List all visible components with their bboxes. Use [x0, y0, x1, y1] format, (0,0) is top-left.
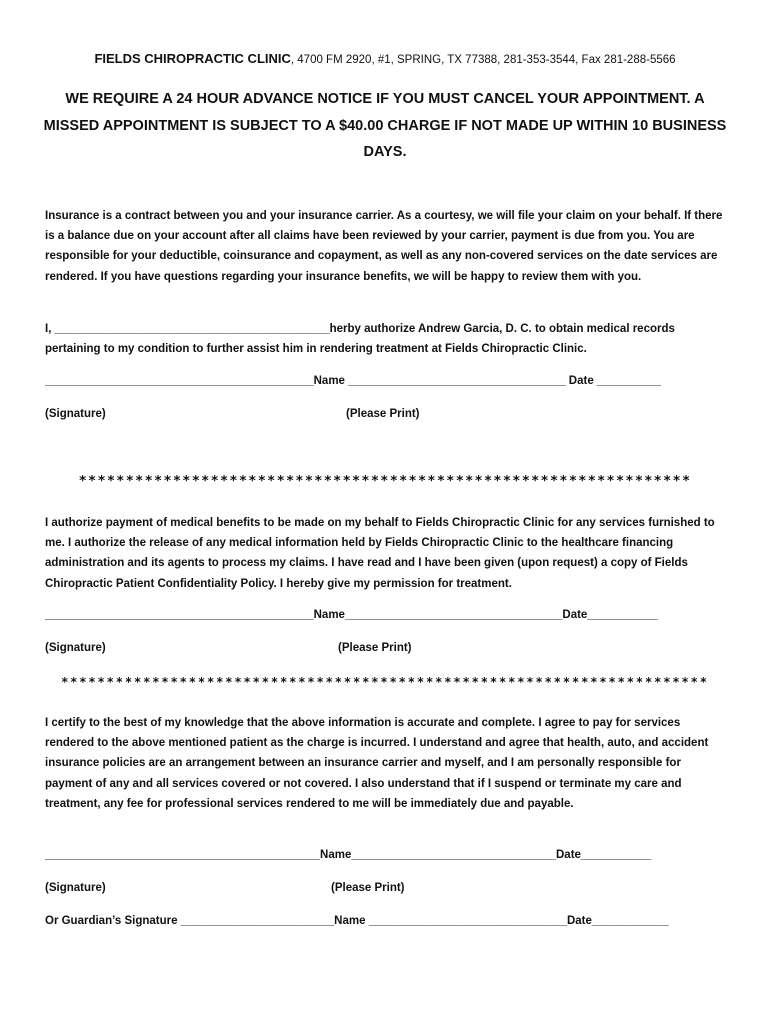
print-label-2: (Please Print): [338, 642, 412, 654]
guardian-signature-line: Or Guardian’s Signature ________________________Name _______________________________Date____________: [45, 915, 669, 927]
clinic-header: [0, 50, 770, 69]
signature-label-3: (Signature): [45, 882, 106, 894]
separator-stars-2: ***********************************************************************: [61, 675, 709, 689]
cancellation-notice: WE REQUIRE A 24 HOUR ADVANCE NOTICE IF YOU MUST CANCEL YOUR APPOINTMENT. A MISSED APPOINTMENT IS SUBJECT TO A $40.00 CHARGE IF NOT MADE UP WITHIN 10 BUSINESS DAYS.: [43, 91, 727, 160]
clinic-address: , 4700 FM 2920, #1, SPRING, TX 77388, 281-353-3544, Fax 281-288-5566: [290, 54, 676, 66]
signature-line-2: __________________________________________Name__________________________________Date___________: [45, 609, 658, 621]
print-label-3: (Please Print): [331, 882, 405, 894]
payment-authorization-paragraph: I authorize payment of medical benefits to be made on my behalf to Fields Chiropractic Clinic for any services furnished to me. I authorize the release of any medical information held by Fields Chiropractic Clinic to the healthcare financing administration and its agents to process my claims. I have read and I have been given (upon request) a copy of Fields Chiropractic Patient Confidentiality Policy. I hereby give my permission for treatment.: [45, 517, 715, 590]
separator-stars-1: *****************************************************************: [78, 473, 692, 489]
signature-label-2: (Signature): [45, 642, 106, 654]
signature-label-1: (Signature): [45, 408, 106, 420]
records-authorization-paragraph: I, ___________________________________________herby authorize Andrew Garcia, D. C. to obtain medical records pertaining to my condition to further assist him in rendering treatment at Fields Chiropractic Clinic.: [45, 323, 675, 356]
signature-line-1: __________________________________________Name __________________________________ Date __________: [45, 375, 661, 387]
signature-line-3: ___________________________________________Name________________________________Date___________: [45, 849, 652, 861]
certification-paragraph: I certify to the best of my knowledge that the above information is accurate and complete. I agree to pay for services rendered to the above mentioned patient as the charge is incurred. I understand and agree that health, auto, and accident insurance policies are an arrangement between an insurance carrier and myself, and I am personally responsible for payment of any and all services covered or not covered. I also understand that if I suspend or terminate my care and treatment, any fee for professional services rendered to me will be immediately due and payable.: [45, 717, 709, 810]
print-label-1: (Please Print): [346, 408, 420, 420]
clinic-name: FIELDS CHIROPRACTIC CLINIC: [94, 51, 291, 66]
insurance-paragraph: Insurance is a contract between you and your insurance carrier. As a courtesy, we will file your claim on your behalf. If there is a balance due on your account after all claims have been reviewed by your carrier, payment is due from you. You are responsible for your deductible, coinsurance and copayment, as well as any non-covered services on the date services are rendered. If you have questions regarding your insurance benefits, we will be happy to review them with you.: [45, 210, 723, 283]
